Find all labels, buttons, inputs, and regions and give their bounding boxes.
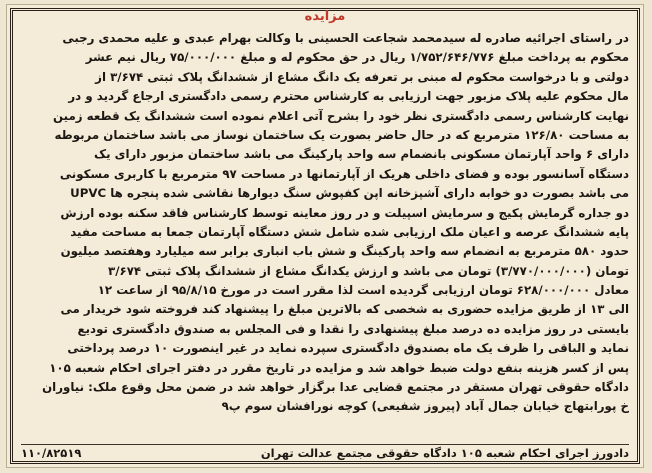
notice-footer [21,444,629,462]
notice-text-line: حدود ۵۸۰ مترمربع به انضمام سه واحد پارکینگ و شش باب انباری برابر سه میلیارد وهفتصد میلیون [60,244,629,259]
notice-text-line: دو جداره گرمایش پکیج و سرمایش اسپیلت و در روز معاینه توسط کارشناس فاقد سکنه بوده ارزش [60,205,629,220]
notice-text-line: دارای ۶ واحد آپارتمان مسکونی بانضمام سه واحد پارکینگ می باشد ساختمان مزبور دارای یک [94,147,629,162]
notice-text-line: دولتی و با درخواست محکوم له مبنی بر تعرفه یک دانگ مشاع از ششدانگ پلاک ثبتی ۳/۶۷۴ از [95,69,629,84]
notice-body [21,29,629,417]
notice-text-line: در راستای اجرائیه صادره له سیدمحمد شجاعت الحسینی با وکالت بهرام عبدی و علیه محمدی رجبی [62,31,629,45]
notice-text-line: دستگاه آسانسور بوده و فضای داخلی هریک از آپارتمانها در مساحت ۹۷ مترمربع با کاربری مسکونی [59,166,629,181]
notice-text-line: معادل ۶۲۸/۰۰۰/۰۰۰ تومان ارزیابی گردیده است لذا مقرر است در مورخ ۹۵/۸/۱۵ از ساعت ۱۲ [97,283,629,298]
notice-title: مزایده [304,9,346,24]
newspaper-clipping [6,4,644,468]
notice-text-line: بایستی در روز مزایده ده درصد مبلغ پیشنهادی را نقدا و فی المجلس به صندوق دادگستری تودیع [77,321,629,336]
notice-text-line: دادگاه حقوقی تهران مستقر در مجتمع قضایی عدا برگزار خواهد شد در ضمن محل وقوع ملک: نیاوران [42,380,629,395]
notice-text-line: محکوم به پرداخت مبلغ ۱/۷۵۲/۶۴۶/۷۷۶ ریال در حق محکوم له و مبلغ ۷۵/۰۰۰/۰۰۰ ریال نیم عشر [85,50,629,65]
notice-text-line: به مساحت ۱۲۶/۸۰ مترمربع که در حال حاضر بصورت یک ساختمان نوساز می باشد ساختمان مربوطه [54,127,629,142]
notice-text-line: خ پورابتهاج خیابان جمال آباد (پیروز شفیعی) کوچه نورافشان سوم پ۹ [221,399,629,414]
notice-text-line: الی ۱۳ از طریق مزایده حضوری به شخصی که بالاترین مبلغ را پیشنهاد کند فروخته شود خریدار می [60,302,629,317]
notice-text-line: نماید و الباقی را ظرف یک ماه بصندوق دادگستری سپرده نماید در غیر اینصورت ۱۰ درصد پرداختی [67,341,629,356]
notice-text-line: پس از کسر هزینه بنفع دولت ضبط خواهد شد و مزایده در تاریخ مقرر در دفتر اجرای احکام شعبه ۱۰۵ [49,360,629,375]
notice-text-line: تومان (۳/۷۷۰/۰۰۰/۰۰۰) تومان می باشد و ارزش یکدانگ مشاع از ششدانگ پلاک ثبتی ۳/۶۷۴ [108,263,629,278]
notice-text-line: پایه ششدانگ عرصه و اعیان ملک ارزیابی شده شامل شش دستگاه آپارتمان جمعا به مساحت مفید [70,224,629,239]
notice-text-line: مال محکوم علیه پلاک مزبور جهت ارزیابی به کارشناس محترم رسمی دادگستری ارجاع گردید و در [68,89,629,104]
notice-text-line: می باشد بصورت دو خوابه دارای آشپزخانه اپن کفپوش سنگ دیوارها نقاشی شده پنجره ها UPVC [70,186,629,201]
reference-code: ۱۱۰/۸۲۵۱۹ [21,446,82,460]
notice-text-line: نهایت کارشناس رسمی دادگستری نظر خود را بشرح آتی اعلام نموده است ششدانگ یک قطعه زمین [53,108,629,123]
signature-line: دادورز اجرای احکام شعبه ۱۰۵ دادگاه حقوقی مجتمع عدالت تهران [260,446,629,460]
